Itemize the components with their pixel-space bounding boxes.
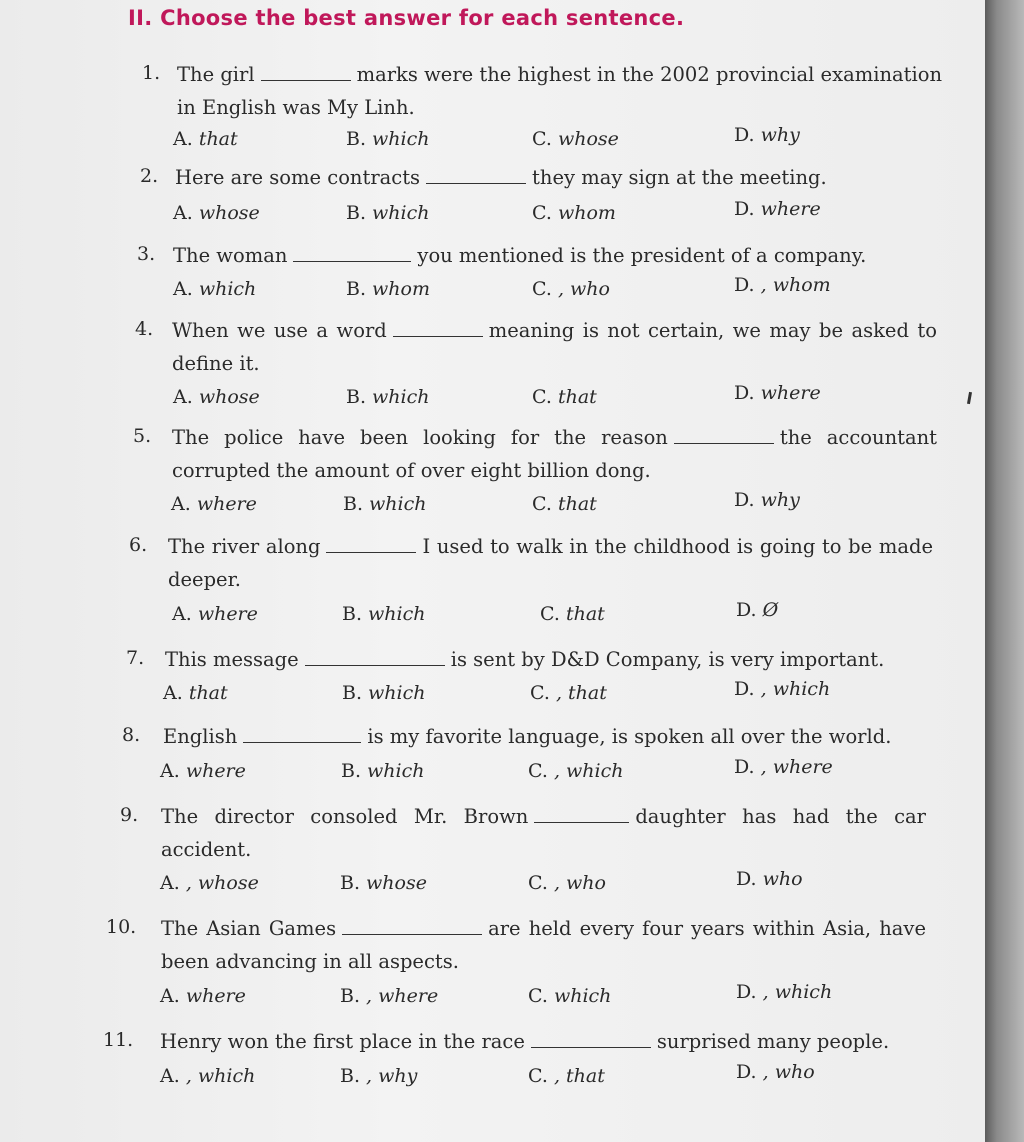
- answer-blank[interactable]: [426, 165, 526, 184]
- answer-blank[interactable]: [326, 534, 416, 553]
- stem-after-blank: you mentioned is the president of a company.: [417, 244, 867, 267]
- option-b[interactable]: [346, 386, 430, 408]
- option-letter: D.: [734, 274, 761, 296]
- option-letter: B.: [340, 985, 367, 1007]
- option-d[interactable]: [736, 1061, 815, 1083]
- option-text: where: [185, 760, 246, 782]
- option-text: where: [760, 382, 821, 404]
- option-text: which: [198, 278, 257, 300]
- option-letter: D.: [736, 1061, 763, 1083]
- option-letter: C.: [540, 603, 566, 625]
- option-text: , that: [555, 682, 607, 704]
- answer-blank[interactable]: [243, 724, 361, 743]
- option-letter: C.: [532, 202, 558, 224]
- option-text: , whose: [185, 872, 259, 894]
- question-stem: [172, 314, 937, 380]
- option-b[interactable]: [340, 1065, 417, 1087]
- page-edge-shadow: [985, 0, 1024, 1142]
- question-number: 6.: [129, 534, 148, 556]
- option-d[interactable]: [736, 599, 778, 621]
- option-a[interactable]: [173, 202, 260, 224]
- option-text: where: [185, 985, 246, 1007]
- answer-blank[interactable]: [261, 62, 351, 81]
- option-c[interactable]: [528, 985, 611, 1007]
- stem-before-blank: Here are some contracts: [175, 166, 421, 189]
- stem-after-blank: surprised many people.: [656, 1030, 890, 1053]
- option-text: , which: [553, 760, 624, 782]
- option-letter: A.: [160, 760, 186, 782]
- option-letter: A.: [173, 202, 199, 224]
- answer-blank[interactable]: [305, 647, 445, 666]
- option-letter: D.: [736, 868, 763, 890]
- question-number: 7.: [126, 647, 145, 669]
- option-text: whose: [557, 128, 619, 150]
- question-stem: [177, 58, 942, 124]
- option-text: , why: [366, 1065, 418, 1087]
- option-d[interactable]: [734, 274, 831, 296]
- question-number: 2.: [140, 165, 159, 187]
- option-letter: D.: [736, 981, 763, 1003]
- stem-before-blank: English: [163, 725, 238, 748]
- option-b[interactable]: [342, 682, 426, 704]
- option-text: that: [557, 493, 597, 515]
- option-letter: D.: [734, 489, 761, 511]
- option-text: , where: [760, 756, 833, 778]
- stem-after-blank: is my favorite language, is spoken all over the world.: [367, 725, 892, 748]
- option-b[interactable]: [342, 603, 426, 625]
- question-number: 5.: [133, 425, 152, 447]
- question-stem: [163, 720, 928, 753]
- option-text: that: [565, 603, 605, 625]
- option-letter: A.: [173, 278, 199, 300]
- option-c[interactable]: [532, 278, 610, 300]
- option-d[interactable]: [736, 868, 803, 890]
- option-text: which: [369, 493, 427, 515]
- option-text: where: [197, 603, 258, 625]
- answer-blank[interactable]: [674, 425, 774, 444]
- option-text: Ø: [762, 599, 779, 621]
- option-text: , which: [760, 678, 831, 700]
- option-a[interactable]: [160, 760, 246, 782]
- option-a[interactable]: [171, 493, 257, 515]
- option-b[interactable]: [346, 202, 430, 224]
- option-a[interactable]: [160, 985, 246, 1007]
- option-text: , who: [762, 1061, 815, 1083]
- question-number: 1.: [142, 62, 161, 84]
- option-letter: C.: [528, 1065, 554, 1087]
- option-text: why: [760, 489, 800, 511]
- option-text: why: [760, 124, 800, 146]
- option-b[interactable]: [343, 493, 427, 515]
- option-letter: A.: [160, 872, 186, 894]
- option-letter: B.: [346, 202, 373, 224]
- option-text: where: [760, 198, 821, 220]
- option-text: which: [553, 985, 612, 1007]
- option-a[interactable]: [173, 128, 238, 150]
- option-text: , whom: [760, 274, 831, 296]
- option-letter: A.: [173, 128, 199, 150]
- question-stem: [165, 643, 930, 676]
- option-letter: C.: [528, 985, 554, 1007]
- option-letter: A.: [163, 682, 189, 704]
- option-text: which: [368, 603, 426, 625]
- answer-blank[interactable]: [393, 318, 483, 337]
- option-text: whom: [372, 278, 431, 300]
- question-number: 10.: [106, 916, 137, 938]
- option-c[interactable]: [530, 682, 607, 704]
- question-stem: [160, 1025, 925, 1058]
- option-d[interactable]: [734, 198, 821, 220]
- option-c[interactable]: [532, 128, 619, 150]
- stem-after-blank: I used to walk in the childhood is going to be made deeper.: [168, 535, 933, 591]
- stem-after-blank: marks were the highest in the 2002 provincial examination in English was My Linh.: [177, 63, 942, 119]
- question-number: 4.: [135, 318, 154, 340]
- option-letter: C.: [532, 386, 558, 408]
- option-text: whom: [557, 202, 616, 224]
- section-title: II. Choose the best answer for each sentence.: [128, 6, 685, 30]
- option-letter: B.: [340, 872, 367, 894]
- option-a[interactable]: [173, 278, 256, 300]
- stem-before-blank: The river along: [168, 535, 321, 558]
- option-d[interactable]: [736, 981, 832, 1003]
- option-text: , which: [762, 981, 833, 1003]
- stem-before-blank: This message: [165, 648, 299, 671]
- option-text: that: [188, 682, 228, 704]
- option-letter: D.: [734, 198, 761, 220]
- answer-blank[interactable]: [534, 804, 629, 823]
- question-number: 9.: [120, 804, 139, 826]
- option-text: , where: [366, 985, 439, 1007]
- option-b[interactable]: [340, 985, 438, 1007]
- option-c[interactable]: [532, 493, 597, 515]
- stem-after-blank: is sent by D&D Company, is very important.: [450, 648, 885, 671]
- option-text: which: [372, 128, 430, 150]
- option-b[interactable]: [341, 760, 425, 782]
- option-d[interactable]: [734, 756, 833, 778]
- stem-after-blank: daughter has had the car accident.: [161, 805, 926, 861]
- option-a[interactable]: [163, 682, 228, 704]
- option-letter: A.: [160, 985, 186, 1007]
- option-c[interactable]: [528, 1065, 605, 1087]
- option-letter: B.: [346, 386, 373, 408]
- option-text: that: [198, 128, 238, 150]
- option-a[interactable]: [160, 872, 259, 894]
- stem-before-blank: The woman: [173, 244, 288, 267]
- option-text: whose: [198, 386, 260, 408]
- option-letter: D.: [734, 756, 761, 778]
- answer-blank[interactable]: [531, 1029, 651, 1048]
- stem-after-blank: meaning is not certain, we may be asked to define it.: [172, 319, 937, 375]
- option-letter: D.: [734, 124, 761, 146]
- option-letter: D.: [736, 599, 763, 621]
- question-stem: [161, 800, 926, 866]
- option-letter: D.: [734, 678, 761, 700]
- option-d[interactable]: [734, 124, 800, 146]
- option-text: which: [372, 386, 430, 408]
- option-letter: B.: [346, 278, 373, 300]
- option-letter: B.: [343, 493, 370, 515]
- option-d[interactable]: [734, 678, 830, 700]
- option-text: who: [762, 868, 803, 890]
- answer-blank[interactable]: [342, 916, 482, 935]
- option-c[interactable]: [532, 202, 616, 224]
- stem-before-blank: The police have been looking for the reason: [172, 426, 668, 449]
- question-stem: [168, 530, 933, 596]
- stem-before-blank: The Asian Games: [161, 917, 337, 940]
- option-letter: D.: [734, 382, 761, 404]
- option-c[interactable]: [540, 603, 605, 625]
- question-number: 8.: [122, 724, 141, 746]
- question-number: 11.: [103, 1029, 134, 1051]
- option-a[interactable]: [160, 1065, 255, 1087]
- option-a[interactable]: [173, 386, 260, 408]
- option-letter: B.: [342, 682, 369, 704]
- stem-before-blank: Henry won the first place in the race: [160, 1030, 525, 1053]
- option-letter: A.: [171, 493, 197, 515]
- option-b[interactable]: [346, 278, 430, 300]
- stem-after-blank: the accountant corrupted the amount of over eight billion dong.: [172, 426, 937, 482]
- question-stem: [173, 239, 938, 272]
- option-text: which: [367, 760, 425, 782]
- stem-before-blank: When we use a word: [172, 319, 387, 342]
- option-text: which: [372, 202, 430, 224]
- answer-blank[interactable]: [293, 243, 411, 262]
- option-letter: B.: [340, 1065, 367, 1087]
- question-number: 3.: [137, 243, 156, 265]
- stem-after-blank: they may sign at the meeting.: [532, 166, 827, 189]
- option-letter: C.: [528, 760, 554, 782]
- option-letter: A.: [160, 1065, 186, 1087]
- option-letter: C.: [532, 128, 558, 150]
- question-stem: [161, 912, 926, 978]
- stem-after-blank: are held every four years within Asia, have been advancing in all aspects.: [161, 917, 926, 973]
- option-letter: A.: [172, 603, 198, 625]
- option-c[interactable]: [532, 386, 597, 408]
- option-letter: B.: [342, 603, 369, 625]
- option-b[interactable]: [340, 872, 427, 894]
- option-letter: C.: [532, 278, 558, 300]
- option-text: that: [557, 386, 597, 408]
- option-text: , which: [185, 1065, 256, 1087]
- option-c[interactable]: [528, 872, 606, 894]
- option-text: , who: [557, 278, 610, 300]
- stem-before-blank: The girl: [177, 63, 255, 86]
- option-letter: C.: [532, 493, 558, 515]
- option-letter: C.: [530, 682, 556, 704]
- option-letter: A.: [173, 386, 199, 408]
- option-letter: B.: [346, 128, 373, 150]
- stem-before-blank: The director consoled Mr. Brown: [161, 805, 529, 828]
- option-c[interactable]: [528, 760, 624, 782]
- option-letter: C.: [528, 872, 554, 894]
- option-text: where: [196, 493, 257, 515]
- option-text: , who: [553, 872, 606, 894]
- question-stem: [172, 421, 937, 487]
- option-text: whose: [366, 872, 427, 894]
- option-text: which: [368, 682, 426, 704]
- option-b[interactable]: [346, 128, 430, 150]
- option-text: , that: [553, 1065, 605, 1087]
- question-stem: [175, 161, 940, 194]
- option-a[interactable]: [172, 603, 258, 625]
- option-d[interactable]: [734, 382, 821, 404]
- option-letter: B.: [341, 760, 368, 782]
- option-d[interactable]: [734, 489, 800, 511]
- option-text: whose: [198, 202, 260, 224]
